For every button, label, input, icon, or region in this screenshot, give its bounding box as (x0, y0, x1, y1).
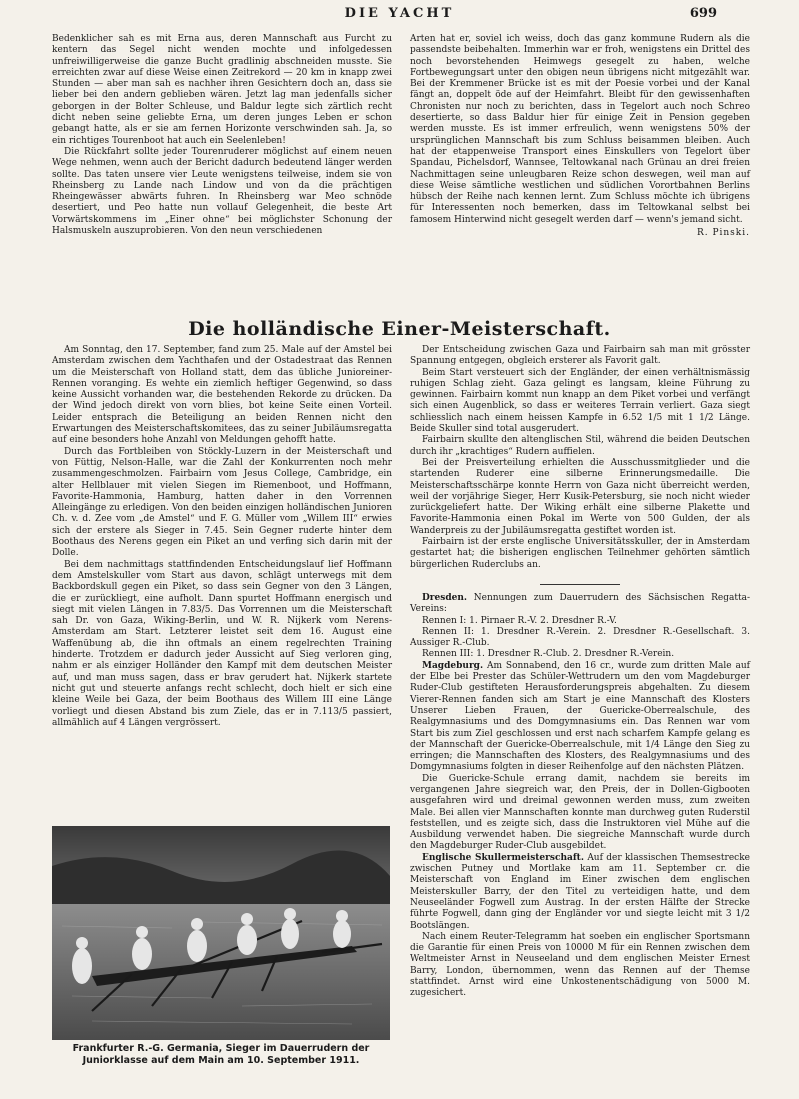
news-lead: Englische Skullermeisterschaft. (422, 852, 584, 863)
paragraph: Fairbairn ist der erste englische Universitätsskuller, der in Amsterdam gestartet hat; die bisherigen englischen Teilnehmer gehörten sämtlich bürgerlichen Ruderclubs an. (410, 537, 750, 570)
photo-caption: Frankfurter R.-G. Germania, Sieger im Dauerrudern der Juniorklasse auf dem Main am 10. September 1911. (72, 1043, 370, 1066)
news-lead: Dresden. (422, 592, 468, 603)
rowing-photo (52, 826, 390, 1040)
paragraph: Die Rückfahrt sollte jeder Tourenruderer möglichst auf einem neuen Wege nehmen, wenn auch der Bericht dadurch bedeutend länger werden sollte. Das taten unsere vier Leute wenigstens teilweise, indem sie von Rheinsberg zu Lande nach Lindow und von da die prächtigen Rheingewässer abwärts fuhren. In Rheinsberg war Meo schnöde desertiert, und Peo hatte nun vollauf Gelegenheit, die beste Art Vorwärtskommens im „Einer ohne“ bei möglichster Schonung der Halsmuskeln auszuprobieren. Von den neun verschiedenen (52, 146, 392, 237)
rowing-photo-image (52, 826, 390, 1040)
news-skuller (410, 853, 750, 932)
news-magdeburg (410, 661, 750, 774)
top-right-column (410, 34, 750, 239)
running-title: DIE YACHT (344, 6, 455, 21)
news-lead: Magdeburg. (422, 660, 484, 671)
top-left-column (52, 34, 392, 237)
bottom-left-column (52, 345, 392, 729)
list-item: Rennen II: 1. Dresdner R.-Verein. 2. Dresdner R.-Gesellschaft. 3. Aussiger R.-Club. (410, 626, 750, 649)
page-header (0, 6, 799, 26)
paragraph: Die Guericke-Schule errang damit, nachdem sie bereits im vergangenen Jahre siegreich war, den Preis, der in Dollen-Gigbooten ausgefahren wird und dreimal gewonnen werden muss, zum zweiten Male. Bei allen vier Mannschaften konnte man durchweg guten Ruderstil feststellen, und es zeigte sich, dass die Instruktoren viel Mühe auf die Ausbildung verwendet haben. Die siegreiche Mannschaft wurde durch den Magdeburger Ruder-Club ausgebildet. (410, 773, 750, 852)
page-number: 699 (689, 6, 717, 21)
news-text: Nennungen zum Dauerrudern des Sächsischen Regatta-Vereins: (410, 592, 750, 615)
section-divider (540, 584, 620, 585)
bottom-right-column (410, 345, 750, 1000)
paragraph: Nach einem Reuter-Telegramm hat soeben ein englischer Sportsmann die Garantie für einen Preis von 10000 M für ein Rennen zwischen dem Weltmeister Arnst in Neuseeland und dem englischen Meister Ernest Barry, London, übernommen, wenn das Rennen auf der Themse stattfindet. Arnst wird eine Unkostenentschädigung von 5000 M. zugesichert. (410, 931, 750, 999)
news-dresden (410, 593, 750, 616)
article-title: Die holländische Einer-Meisterschaft. (188, 318, 611, 340)
paragraph: Am Sonntag, den 17. September, fand zum 25. Male auf der Amstel bei Amsterdam zwischen dem Yachthafen und der Ostadestraat das Rennen um die Meisterschaft von Holland statt, dem das übliche Junioreiner-Rennen voranging. Es wehte ein ziemlich heftiger Gegenwind, so dass keine Aussicht vorhanden war, die bestehenden Rekorde zu drücken. Da der Wind jedoch direkt von vorn blies, bot keine Seite einen Vorteil. Leider entsprach die Beteiligung an beiden Rennen nicht den Erwartungen des Meisterschaftskomitees, das zu seiner Jubiläumsregatta auf eine besonders hohe Anzahl von Meldungen gehofft hatte. (52, 345, 392, 446)
paragraph: Der Entscheidung zwischen Gaza und Fairbairn sah man mit grösster Spannung entgegen, obgleich ersterer als Favorit galt. (410, 345, 750, 367)
paragraph: Beim Start versteuert sich der Engländer, der einen verhältnismässig ruhigen Schlag zieht. Gaza gelingt es langsam, kleine Führung zu gewinnen. Fairbairn kommt nun knapp an dem Piket vorbei und verfängt sich einen Augenblick, so dass er weiteres Terrain verliert. Gaza siegt schliesslich nach einem heissen Kampfe in 6.52 1/5 mit 1 1/2 Länge. Beide Skuller sind total ausgerudert. (410, 367, 750, 435)
author-signature: R. Pinski. (696, 228, 750, 239)
news-text: Auf der klassischen Themsestrecke zwischen Putney und Mortlake kam am 11. September cr. die Meisterschaft von England im Einer zwischen dem englischen Meisterskuller Barry, der den Titel zu verteidigen hatte, und dem Neuseeländer Fogwell zum Austrag. In der ersten Hälfte der Strecke führte Fogwell, dann ging der Engländer vor und siegte leicht mit 3 1/2 Bootslängen. (410, 852, 750, 931)
news-text: Am Sonnabend, den 16 cr., wurde zum dritten Male auf der Elbe bei Prester das Schüler-Wettrudern um den vom Magdeburger Ruder-Club gestifteten Herausforderungspreis abgehalten. Zu diesem Vierer-Rennen fanden sich am Start je eine Mannschaft des Klosters Unserer Lieben Frauen, der Guericke-Oberrealschule, des Realgymnasiums und des Domgymnasiums ein. Das Rennen war vom Start bis zum Ziel geschlossen und erst nach scharfem Kampfe gelang es der Mannschaft der Guericke-Oberrealschule, mit 1/4 Länge den Sieg zu erringen; die Mannschaften des Klosters, des Realgymnasiums und des Domgymnasiums folgten in dieser Reihenfolge auf den nächsten Plätzen. (410, 660, 750, 773)
list-item: Rennen I: 1. Pirnaer R.-V. 2. Dresdner R.-V. (422, 615, 617, 626)
paragraph: Durch das Fortbleiben von Stöckly-Luzern in der Meisterschaft und von Füttig, Nelson-Halle, war die Zahl der Konkurrenten noch mehr zusammengeschmolzen. Fairbairn vom Jesus College, Cambridge, ein alter Hellblauer mit vielen Siegen im Riemenboot, und Hoffmann, Favorite-Hammonia, Hamburg, hatten daher in den Vorrennen Alleingänge zu erledigen. Von den beiden einzigen holländischen Junioren Ch. v. d. Zee vom „de Amstel“ und F. G. Müller vom „Willem III“ erwies sich der erstere als Sieger in 7.45. Sein Gegner ruderte hinter dem Boothaus des Nerens gegen ein Piket an und verfing sich darin mit der Dolle. (52, 446, 392, 559)
list-item: Rennen III: 1. Dresdner R.-Club. 2. Dresdner R.-Verein. (422, 649, 675, 660)
paragraph: Fairbairn skullte den altenglischen Stil, während die beiden Deutschen durch ihr „krachtiges“ Rudern auffielen. (410, 435, 750, 457)
paragraph: Bei dem nachmittags stattfindenden Entscheidungslauf lief Hoffmann dem Amstelskuller vom Start aus davon, schlägt unterwegs mit dem Backbordskull gegen ein Piket, so dass sein Gegner von den 3 Längen, die er zurückliegt, eine aufholt. Dann spurtet Hoffmann energisch und siegt mit vielen Längen in 7.83/5. Das Vorrennen um die Meisterschaft sah Dr. von Gaza, Wiking-Berlin, und W. R. Nijkerk vom Nerens-Amsterdam am Start. Letzterer leistet seit dem 16. August eine Waffenübung ab, die ihn oftmals an einem regelrechten Training hinderte. Trotzdem er dadurch jeder Aussicht auf Sieg verloren ging, nahm er als einziger Holländer den Kampf mit dem deutschen Meister auf, und man muss sagen, dass er brav gerudert hat. Nijkerk startete nicht gut und steuerte anfangs recht schlecht, doch hielt er sich eine kleine Weile bei Gaza, der beim Boothaus des Willem III eine Länge vorliegt und diesen Abstand bis zum Ziele, das er in 7.113/5 passiert, allmählich auf 4 Längen vergrössert. (52, 559, 392, 728)
paragraph: Arten hat er, soviel ich weiss, doch das ganz kommune Rudern als die passendste beibehalten. Immerhin war er froh, wenigstens ein Drittel des noch bevorstehenden Heimwegs gesegelt zu haben, welche Fortbewegungsart unter den obigen neun übrigens nicht mitgezählt war. Bei der Kremmener Brücke ist es mit der Poesie vorbei und der Kanal fängt an, doppelt öde auf der Heimfahrt. Bleibt für den gewissenhaften Chronisten nur noch zu berichten, dass in Tegelort auch noch Schreo desertierte, so dass Baldur hier für einige Zeit in Pension gegeben werden musste. Es ist immer erfreulich, wenn wenigstens 50% der ursprünglichen Mannschaft bis zum Schluss beisammen bleiben. Auch hat der etappenweise Transport eines Einskullers von Tegelort über Spandau, Pichelsdorf, Wannsee, Teltowkanal nach Grünau an drei freien Nachmittagen seine unleugbaren Reize schon deswegen, weil man auf diese Weise sämtliche westlichen und südlichen Vorortbahnen Berlins hübsch der Reihe nach kennen lernt. Zum Schluss möchte ich übrigens für Interessenten noch bemerken, dass im Teltowkanal selbst bei famosem Hinterwind nicht gesegelt werden darf — wenn's jemand sicht. (410, 34, 750, 225)
paragraph: Bedenklicher sah es mit Erna aus, deren Mannschaft aus Furcht zu kentern das Segel nicht wenden mochte und infolgedessen unfreiwilligerweise die ganze Bucht gradlinig abschneiden musste. Sie erreichten zwar auf diese Weise einen Zeitrekord — 20 km in knapp zwei Stunden — aber man sah es nachher ihren Gesichtern doch an, dass sie lieber bei den andern geblieben wären. Jetzt lag man jedenfalls sicher geborgen in der Bolter Schleuse, und Baldur legte sich zärtlich recht dicht neben seine geliebte Erna, um deren junges Leben er schon gebangt hatte, als er sie am fernen Horizonte verschwinden sah. Ja, so ein richtiges Tourenboot hat auch ein Seelenleben! (52, 34, 392, 146)
paragraph: Bei der Preisverteilung erhielten die Ausschussmitglieder und die startenden Ruderer eine silberne Erinnerungsmedaille. Die Meisterschaftsschärpe konnte Herrn von Gaza nicht überreicht werden, weil der vorjährige Sieger, Herr Kusik-Petersburg, sie noch nicht wieder zurückgeliefert hatte. Der Wiking erhält eine silberne Plakette und Favorite-Hammonia einen Pokal im Werte von 500 Gulden, der als Wanderpreis zu der Jubiläumsregatta gestiftet worden ist. (410, 457, 750, 536)
